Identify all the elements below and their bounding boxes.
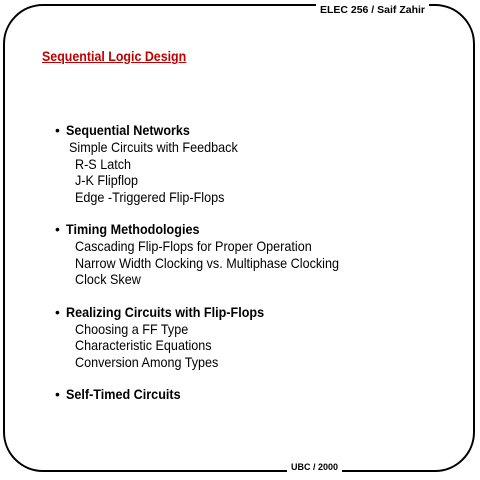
outline-item-text: Characteristic Equations	[75, 337, 212, 353]
outline-item	[55, 238, 435, 255]
section-heading-text: Self-Timed Circuits	[66, 386, 181, 402]
outline-item	[55, 172, 435, 189]
outline-section	[55, 386, 435, 403]
outline-item-text: Clock Skew	[75, 271, 141, 287]
outline-item	[55, 156, 435, 173]
section-heading	[55, 386, 435, 403]
bullet-icon: •	[55, 386, 60, 402]
section-heading-text: Sequential Networks	[66, 122, 190, 138]
outline-item	[55, 271, 435, 288]
outline-section	[55, 221, 435, 288]
outline-item	[55, 321, 435, 338]
outline-item	[55, 139, 435, 156]
section-heading	[55, 122, 435, 139]
section-heading	[55, 304, 435, 321]
outline-list	[55, 122, 435, 419]
section-heading-text: Realizing Circuits with Flip-Flops	[66, 303, 265, 320]
outline-item	[55, 255, 435, 272]
outline-item-text: Simple Circuits with Feedback	[69, 139, 238, 155]
bullet-icon: •	[55, 303, 60, 320]
outline-item-text: R-S Latch	[75, 155, 132, 172]
outline-item-text: Edge -Triggered Flip-Flops	[75, 188, 225, 205]
outline-item-text: Narrow Width Clocking vs. Multiphase Clocking	[75, 254, 339, 271]
outline-item	[55, 189, 435, 206]
outline-item-text: Conversion Among Types	[75, 353, 219, 370]
bullet-icon: •	[55, 221, 60, 237]
bullet-icon: •	[55, 122, 60, 138]
section-heading	[55, 221, 435, 238]
outline-item-text: Choosing a FF Type	[75, 320, 189, 337]
outline-item-text: J-K Flipflop	[75, 172, 139, 188]
outline-section	[55, 304, 435, 371]
outline-item	[55, 337, 435, 354]
slide-title: Sequential Logic Design	[42, 49, 187, 64]
slide-footer: UBC / 2000	[287, 462, 342, 472]
outline-item	[55, 354, 435, 371]
outline-section	[55, 122, 435, 205]
outline-item-text: Cascading Flip-Flops for Proper Operation	[75, 238, 312, 254]
course-header: ELEC 256 / Saif Zahir	[316, 4, 429, 16]
section-heading-text: Timing Methodologies	[66, 221, 200, 237]
